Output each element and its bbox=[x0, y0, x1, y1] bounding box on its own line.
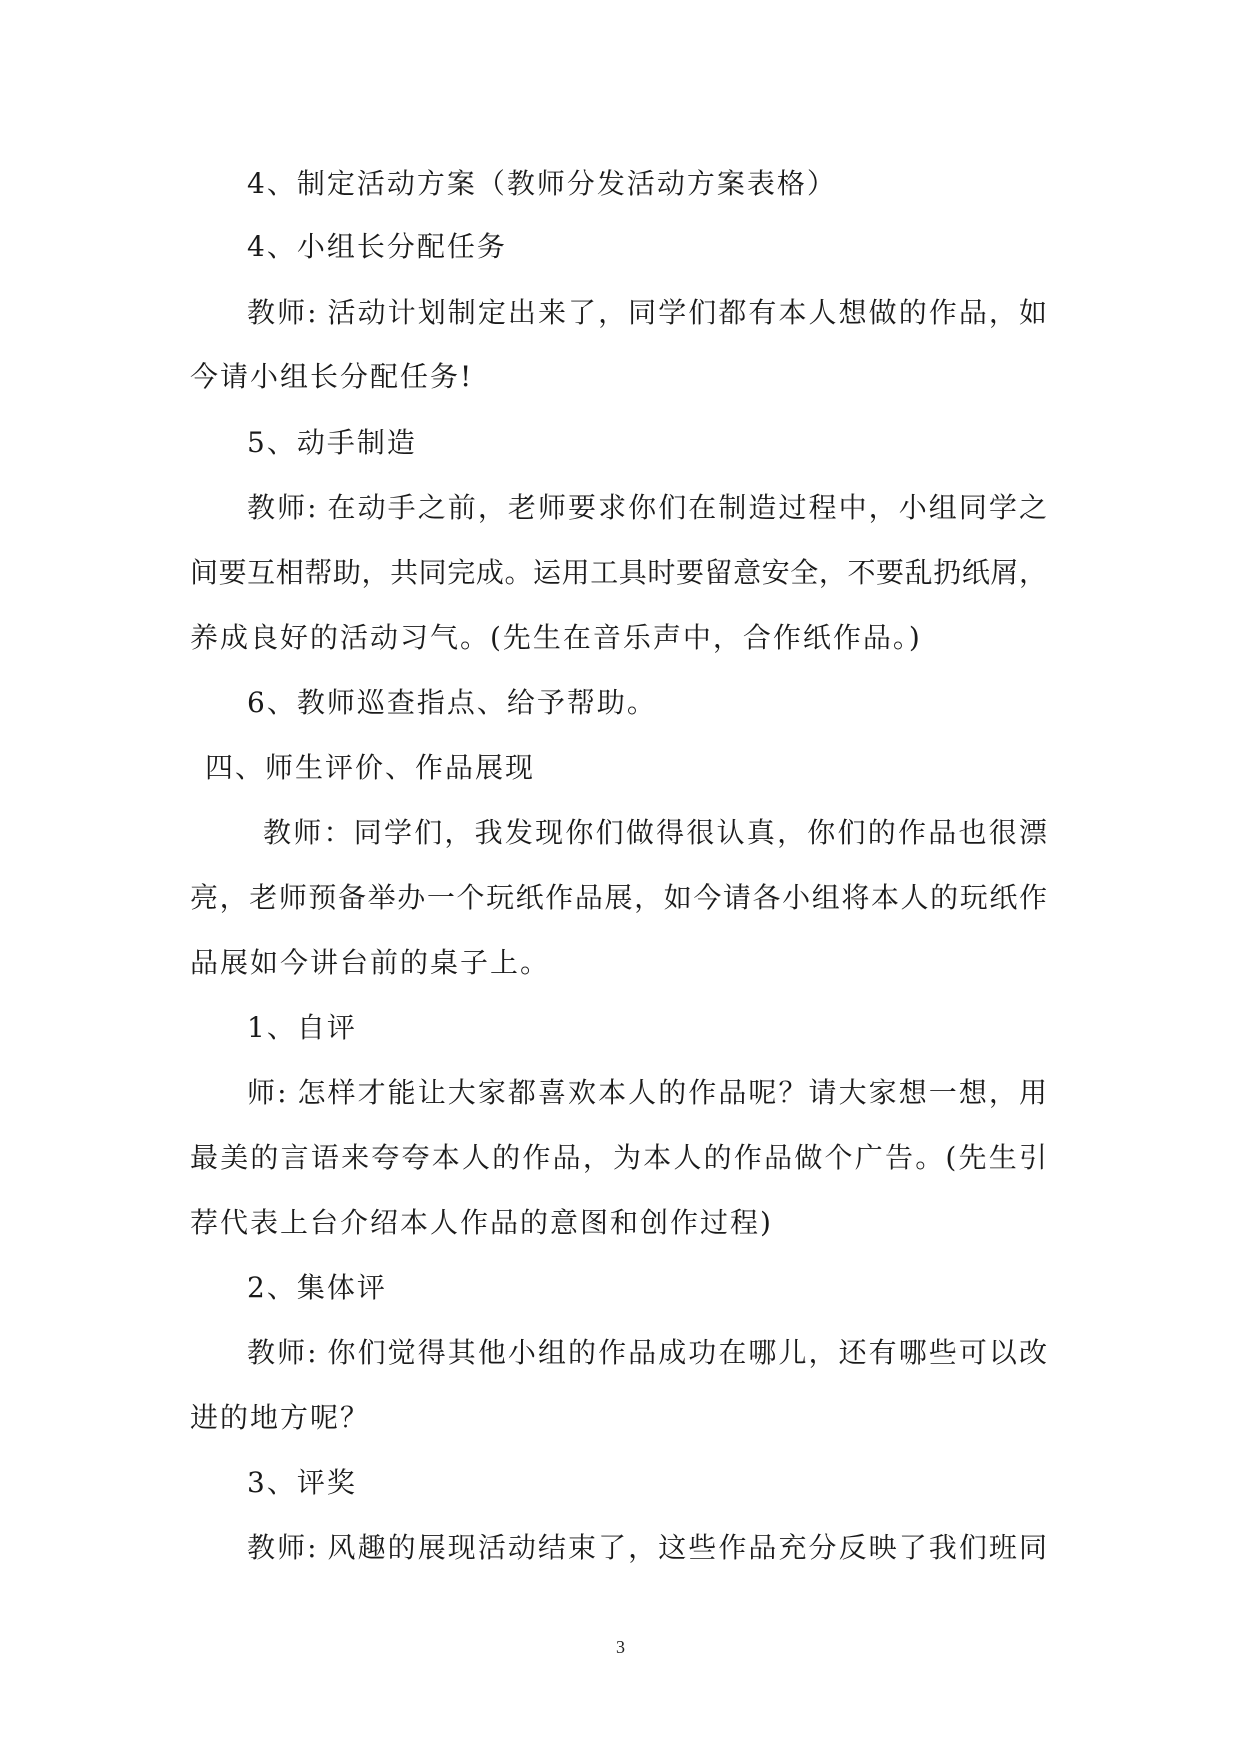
text-line: 荐代表上台介绍本人作品的意图和创作过程) bbox=[190, 1206, 773, 1239]
text-line: 4、小组长分配任务 bbox=[247, 230, 507, 263]
text-line: 教师: 风趣的展现活动结束了，这些作品充分反映了我们班同 bbox=[247, 1531, 1047, 1564]
text-line: 今请小组长分配任务! bbox=[190, 360, 474, 393]
text-line: 4、制定活动方案（教师分发活动方案表格） bbox=[247, 167, 837, 200]
text-line: 5、动手制造 bbox=[247, 426, 417, 459]
text-line: 教师: 在动手之前，老师要求你们在制造过程中，小组同学之 bbox=[247, 491, 1047, 524]
text-line: 教师: 活动计划制定出来了，同学们都有本人想做的作品，如 bbox=[247, 296, 1047, 329]
text-line: 师: 怎样才能让大家都喜欢本人的作品呢？请大家想一想，用 bbox=[247, 1076, 1047, 1109]
text-line: 养成良好的活动习气。(先生在音乐声中，合作纸作品。) bbox=[190, 621, 922, 654]
text-line: 最美的言语来夸夸本人的作品，为本人的作品做个广告。(先生引 bbox=[190, 1141, 1047, 1174]
text-line: 教师：同学们，我发现你们做得很认真，你们的作品也很漂 bbox=[263, 816, 1047, 849]
text-line: 6、教师巡查指点、给予帮助。 bbox=[247, 686, 657, 719]
text-line: 亮，老师预备举办一个玩纸作品展，如今请各小组将本人的玩纸作 bbox=[190, 881, 1047, 914]
text-line: 品展如今讲台前的桌子上。 bbox=[190, 946, 551, 979]
text-line: 间要互相帮助，共同完成。运用工具时要留意安全，不要乱扔纸屑， bbox=[190, 556, 1047, 589]
text-line: 进的地方呢？ bbox=[190, 1401, 371, 1434]
text-line: 2、集体评 bbox=[247, 1271, 387, 1304]
text-line: 教师: 你们觉得其他小组的作品成功在哪儿，还有哪些可以改 bbox=[247, 1336, 1047, 1369]
text-line: 3、评奖 bbox=[247, 1466, 357, 1499]
page-number: 3 bbox=[616, 1637, 625, 1657]
text-line: 1、自评 bbox=[247, 1011, 357, 1044]
section-heading: 四、师生评价、作品展现 bbox=[205, 751, 536, 784]
